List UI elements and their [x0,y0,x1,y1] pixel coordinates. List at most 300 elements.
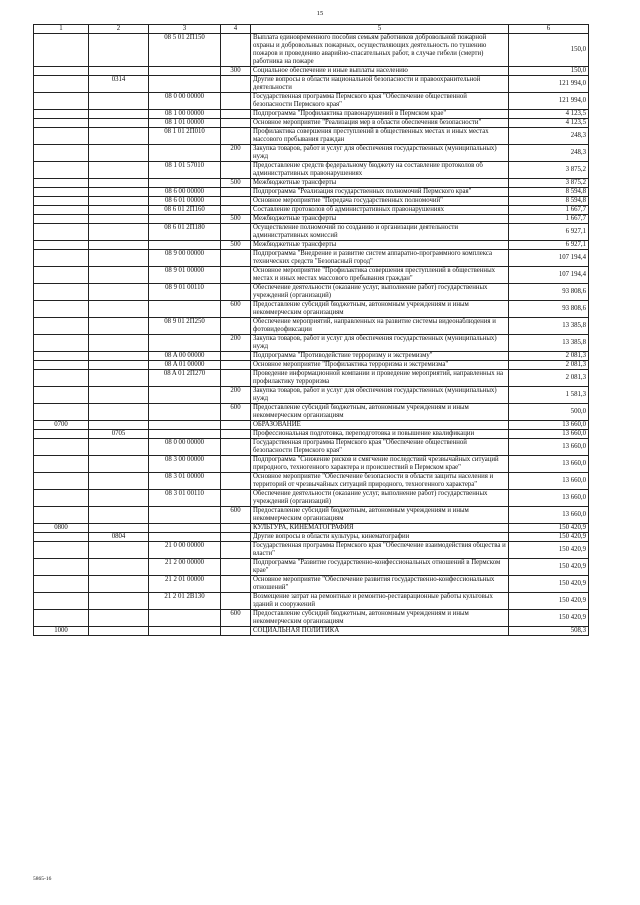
expense-type-cell [221,439,251,456]
expense-type-cell: 200 [221,145,251,162]
table-row [34,524,589,533]
description-cell: Основное мероприятие "Профилактика терроризма и экстремизма" [251,361,509,370]
table-row [34,250,589,267]
target-article-cell: 08 9 00 00000 [149,250,221,267]
subsection-code-cell [89,361,149,370]
table-row [34,473,589,490]
description-cell: СОЦИАЛЬНАЯ ПОЛИТИКА [251,627,509,636]
column-header: 2 [89,25,149,34]
amount-cell: 2 081,3 [509,361,589,370]
subsection-code-cell [89,439,149,456]
table-row [34,224,589,241]
description-cell: Обеспечение деятельности (оказание услуг, выполнение работ) государственных учреждений (организаций) [251,284,509,301]
description-cell: Выплата единовременного пособия семьям работников добровольной пожарной охраны и добровольных пожарных, осуществляющих деятельность по тушению пожаров и проведению аварийно-спасательных работ, в случае гибели (смерти) работника на пожаре [251,34,509,67]
amount-cell: 13 660,0 [509,507,589,524]
description-cell: Подпрограмма "Развитие государственно-конфессиональных отношений в Пермском крае" [251,559,509,576]
target-article-cell [149,335,221,352]
subsection-code-cell [89,627,149,636]
subsection-code-cell [89,542,149,559]
description-cell: Профилактика совершения преступлений в общественных местах и иных местах массового пребывания граждан [251,128,509,145]
section-code-cell [34,250,89,267]
amount-cell: 150 420,9 [509,576,589,593]
description-cell: Подпрограмма "Внедрение и развитие систем аппаратно-программного комплекса технических средств "Безопасный город" [251,250,509,267]
description-cell: Предоставление субсидий бюджетным, автономным учреждениям и иным некоммерческим организациям [251,301,509,318]
target-article-cell [149,179,221,188]
description-cell: Другие вопросы в области культуры, кинематографии [251,533,509,542]
description-cell: Осуществление полномочий по созданию и организации деятельности административных комиссий [251,224,509,241]
table-row [34,610,589,627]
section-code-cell [34,361,89,370]
section-code-cell [34,473,89,490]
target-article-cell: 08 9 01 2П250 [149,318,221,335]
target-article-cell [149,610,221,627]
target-article-cell [149,145,221,162]
table-row [34,439,589,456]
target-article-cell: 21 2 01 2В130 [149,593,221,610]
amount-cell: 93 808,6 [509,301,589,318]
subsection-code-cell: 0314 [89,76,149,93]
amount-cell: 13 660,0 [509,456,589,473]
section-code-cell [34,490,89,507]
table-row [34,404,589,421]
table-row [34,542,589,559]
table-row [34,67,589,76]
amount-cell: 248,3 [509,145,589,162]
amount-cell: 13 660,0 [509,439,589,456]
target-article-cell: 08 1 00 00000 [149,110,221,119]
subsection-code-cell [89,250,149,267]
section-code-cell: 0800 [34,524,89,533]
expense-type-cell: 300 [221,67,251,76]
table-row [34,301,589,318]
expense-type-cell: 600 [221,610,251,627]
description-cell: Межбюджетные трансферты [251,179,509,188]
subsection-code-cell [89,128,149,145]
expense-type-cell: 500 [221,215,251,224]
section-code-cell: 1000 [34,627,89,636]
subsection-code-cell [89,145,149,162]
section-code-cell [34,197,89,206]
column-header: 3 [149,25,221,34]
description-cell: Социальное обеспечение и иные выплаты населению [251,67,509,76]
expense-type-cell [221,110,251,119]
expense-type-cell: 600 [221,507,251,524]
description-cell: Закупка товаров, работ и услуг для обеспечения государственных (муниципальных) нужд [251,387,509,404]
subsection-code-cell [89,318,149,335]
subsection-code-cell [89,456,149,473]
amount-cell: 4 123,5 [509,110,589,119]
subsection-code-cell [89,387,149,404]
table-row [34,576,589,593]
subsection-code-cell [89,524,149,533]
target-article-cell: 08 A 01 2П270 [149,370,221,387]
description-cell: Подпрограмма "Профилактика правонарушений в Пермском крае" [251,110,509,119]
target-article-cell [149,430,221,439]
amount-cell: 2 081,3 [509,352,589,361]
expense-type-cell [221,34,251,67]
subsection-code-cell [89,507,149,524]
expense-type-cell [221,267,251,284]
section-code-cell [34,404,89,421]
target-article-cell: 08 3 01 00000 [149,473,221,490]
section-code-cell: 0700 [34,421,89,430]
amount-cell: 8 594,8 [509,188,589,197]
table-row [34,507,589,524]
amount-cell: 248,3 [509,128,589,145]
expense-type-cell [221,370,251,387]
section-code-cell [34,241,89,250]
description-cell: Проведение информационной компании и проведение мероприятий, направленных на профилактику терроризма [251,370,509,387]
section-code-cell [34,76,89,93]
subsection-code-cell [89,119,149,128]
section-code-cell [34,188,89,197]
section-code-cell [34,352,89,361]
section-code-cell [34,301,89,318]
description-cell: Межбюджетные трансферты [251,215,509,224]
target-article-cell [149,301,221,318]
expense-type-cell [221,542,251,559]
table-row [34,352,589,361]
section-code-cell [34,179,89,188]
section-code-cell [34,267,89,284]
amount-cell: 4 123,5 [509,119,589,128]
expense-type-cell [221,119,251,128]
expense-type-cell [221,430,251,439]
subsection-code-cell [89,162,149,179]
target-article-cell: 21 2 00 00000 [149,559,221,576]
target-article-cell: 08 6 00 00000 [149,188,221,197]
description-cell: Государственная программа Пермского края "Обеспечение общественной безопасности Пермского края" [251,93,509,110]
section-code-cell [34,456,89,473]
target-article-cell: 08 6 01 2П180 [149,224,221,241]
target-article-cell [149,507,221,524]
amount-cell: 150 420,9 [509,524,589,533]
table-row [34,197,589,206]
subsection-code-cell [89,559,149,576]
amount-cell: 121 994,0 [509,93,589,110]
description-cell: ОБРАЗОВАНИЕ [251,421,509,430]
amount-cell: 13 385,8 [509,335,589,352]
target-article-cell: 08 1 01 57010 [149,162,221,179]
column-header: 4 [221,25,251,34]
amount-cell: 13 385,8 [509,318,589,335]
amount-cell: 150 420,9 [509,542,589,559]
description-cell: Основное мероприятие "Обеспечение развития государственно-конфессиональных отношений" [251,576,509,593]
amount-cell: 3 875,2 [509,162,589,179]
target-article-cell: 08 3 00 00000 [149,456,221,473]
page-number: 15 [316,10,324,17]
expense-type-cell [221,352,251,361]
table-row [34,559,589,576]
description-cell: Закупка товаров, работ и услуг для обеспечения государственных (муниципальных) нужд [251,335,509,352]
subsection-code-cell [89,93,149,110]
table-row [34,93,589,110]
description-cell: Закупка товаров, работ и услуг для обеспечения государственных (муниципальных) нужд [251,145,509,162]
subsection-code-cell [89,301,149,318]
section-code-cell [34,119,89,128]
target-article-cell [149,404,221,421]
expense-type-cell [221,593,251,610]
table-row [34,179,589,188]
table-row [34,533,589,542]
description-cell: Предоставление средств федеральному бюджету на составление протоколов об административных правонарушениях [251,162,509,179]
target-article-cell: 08 5 01 2П150 [149,34,221,67]
amount-cell: 150 420,9 [509,533,589,542]
expense-type-cell [221,490,251,507]
document-code: 5865-16 [33,876,52,882]
target-article-cell [149,524,221,533]
expense-type-cell: 500 [221,179,251,188]
target-article-cell [149,215,221,224]
section-code-cell [34,34,89,67]
expense-type-cell: 200 [221,387,251,404]
table-row [34,370,589,387]
amount-cell: 2 081,3 [509,370,589,387]
target-article-cell [149,67,221,76]
description-cell: Обеспечение мероприятий, направленных на развитие системы видеонаблюдения и фотовидеофиксации [251,318,509,335]
subsection-code-cell [89,215,149,224]
subsection-code-cell: 0804 [89,533,149,542]
subsection-code-cell [89,473,149,490]
amount-cell: 13 660,0 [509,473,589,490]
expense-type-cell [221,576,251,593]
target-article-cell: 08 0 00 00000 [149,439,221,456]
subsection-code-cell [89,206,149,215]
section-code-cell [34,128,89,145]
amount-cell: 13 660,0 [509,421,589,430]
section-code-cell [34,593,89,610]
table-row [34,421,589,430]
expense-type-cell: 600 [221,301,251,318]
subsection-code-cell [89,593,149,610]
target-article-cell [149,387,221,404]
expense-type-cell [221,188,251,197]
table-row [34,76,589,93]
expense-type-cell [221,421,251,430]
description-cell: Предоставление субсидий бюджетным, автономным учреждениям и иным некоммерческим организациям [251,507,509,524]
expense-type-cell [221,197,251,206]
target-article-cell: 08 A 00 00000 [149,352,221,361]
target-article-cell [149,533,221,542]
subsection-code-cell [89,404,149,421]
table-row [34,128,589,145]
amount-cell: 1 667,7 [509,206,589,215]
section-code-cell [34,370,89,387]
section-code-cell [34,533,89,542]
amount-cell: 6 927,1 [509,241,589,250]
description-cell: Государственная программа Пермского края "Обеспечение взаимодействия общества и власти" [251,542,509,559]
expense-type-cell [221,456,251,473]
target-article-cell: 08 0 00 00000 [149,93,221,110]
subsection-code-cell: 0705 [89,430,149,439]
target-article-cell: 08 A 01 00000 [149,361,221,370]
subsection-code-cell [89,224,149,241]
target-article-cell: 21 2 01 00000 [149,576,221,593]
description-cell: Подпрограмма "Противодействие терроризму и экстремизму" [251,352,509,361]
table-row [34,206,589,215]
subsection-code-cell [89,576,149,593]
amount-cell: 150,0 [509,67,589,76]
section-code-cell [34,67,89,76]
amount-cell: 8 594,8 [509,197,589,206]
subsection-code-cell [89,34,149,67]
expense-type-cell [221,284,251,301]
target-article-cell [149,421,221,430]
amount-cell: 150 420,9 [509,593,589,610]
subsection-code-cell [89,110,149,119]
table-row [34,456,589,473]
expense-type-cell [221,76,251,93]
description-cell: КУЛЬТУРА, КИНЕМАТОГРАФИЯ [251,524,509,533]
expense-type-cell: 600 [221,404,251,421]
description-cell: Основное мероприятие "Передача государственных полномочий" [251,197,509,206]
expense-type-cell [221,162,251,179]
target-article-cell: 08 6 01 2П160 [149,206,221,215]
column-header: 1 [34,25,89,34]
section-code-cell [34,387,89,404]
expense-type-cell: 200 [221,335,251,352]
table-row [34,188,589,197]
table-row [34,215,589,224]
table-row [34,387,589,404]
expense-type-cell [221,627,251,636]
target-article-cell: 08 1 01 00000 [149,119,221,128]
column-header: 5 [251,25,509,34]
expense-type-cell [221,533,251,542]
expense-type-cell [221,473,251,490]
description-cell: Основное мероприятие "Профилактика совершения преступлений в общественных местах и иных местах массового пребывания граждан" [251,267,509,284]
section-code-cell [34,284,89,301]
target-article-cell: 08 9 01 00000 [149,267,221,284]
subsection-code-cell [89,179,149,188]
table-row [34,162,589,179]
amount-cell: 107 194,4 [509,250,589,267]
table-row [34,267,589,284]
description-cell: Предоставление субсидий бюджетным, автономным учреждениям и иным некоммерческим организациям [251,610,509,627]
subsection-code-cell [89,421,149,430]
amount-cell: 6 927,1 [509,224,589,241]
description-cell: Обеспечение деятельности (оказание услуг, выполнение работ) государственных учреждений (организаций) [251,490,509,507]
table-row [34,318,589,335]
table-row [34,119,589,128]
section-code-cell [34,507,89,524]
expense-type-cell: 500 [221,241,251,250]
description-cell: Межбюджетные трансферты [251,241,509,250]
amount-cell: 13 660,0 [509,490,589,507]
section-code-cell [34,224,89,241]
amount-cell: 150,0 [509,34,589,67]
table-row [34,593,589,610]
section-code-cell [34,542,89,559]
subsection-code-cell [89,370,149,387]
target-article-cell [149,241,221,250]
target-article-cell: 08 9 01 00110 [149,284,221,301]
table-row [34,284,589,301]
amount-cell: 13 660,0 [509,430,589,439]
section-code-cell [34,559,89,576]
table-row [34,335,589,352]
section-code-cell [34,318,89,335]
subsection-code-cell [89,67,149,76]
expense-type-cell [221,224,251,241]
expense-type-cell [221,206,251,215]
table-row [34,110,589,119]
amount-cell: 500,0 [509,404,589,421]
target-article-cell: 21 0 00 00000 [149,542,221,559]
subsection-code-cell [89,610,149,627]
expense-type-cell [221,250,251,267]
target-article-cell [149,627,221,636]
description-cell: Подпрограмма "Реализация государственных полномочий Пермского края" [251,188,509,197]
section-code-cell [34,93,89,110]
subsection-code-cell [89,197,149,206]
section-code-cell [34,610,89,627]
expense-type-cell [221,128,251,145]
amount-cell: 1 667,7 [509,215,589,224]
description-cell: Подпрограмма "Снижение рисков и смягчение последствий чрезвычайных ситуаций природного, техногенного характера и происшествий в Пермском крае" [251,456,509,473]
amount-cell: 508,3 [509,627,589,636]
description-cell: Основное мероприятие "Реализация мер в области обеспечения безопасности" [251,119,509,128]
expense-type-cell [221,524,251,533]
section-code-cell [34,439,89,456]
description-cell: Государственная программа Пермского края "Обеспечение общественной безопасности Пермского края" [251,439,509,456]
amount-cell: 150 420,9 [509,610,589,627]
section-code-cell [34,162,89,179]
section-code-cell [34,206,89,215]
table-row [34,34,589,67]
budget-table [33,24,589,636]
section-code-cell [34,335,89,352]
header-row [34,25,589,34]
subsection-code-cell [89,490,149,507]
description-cell: Профессиональная подготовка, переподготовка и повышение квалификации [251,430,509,439]
table-row [34,241,589,250]
expense-type-cell [221,93,251,110]
description-cell: Основное мероприятие "Обеспечение безопасности в области защиты населения и территорий от чрезвычайных ситуаций природного, техногенного характера" [251,473,509,490]
amount-cell: 107 194,4 [509,267,589,284]
target-article-cell: 08 3 01 00110 [149,490,221,507]
section-code-cell [34,145,89,162]
target-article-cell: 08 1 01 2П010 [149,128,221,145]
expense-type-cell [221,318,251,335]
amount-cell: 150 420,9 [509,559,589,576]
table-row [34,627,589,636]
subsection-code-cell [89,335,149,352]
table-row [34,490,589,507]
amount-cell: 121 994,0 [509,76,589,93]
table-row [34,361,589,370]
description-cell: Составление протоколов об административных правонарушениях [251,206,509,215]
description-cell: Другие вопросы в области национальной безопасности и правоохранительной деятельности [251,76,509,93]
subsection-code-cell [89,188,149,197]
amount-cell: 93 808,6 [509,284,589,301]
section-code-cell [34,576,89,593]
amount-cell: 3 875,2 [509,179,589,188]
subsection-code-cell [89,267,149,284]
table-row [34,430,589,439]
section-code-cell [34,110,89,119]
subsection-code-cell [89,241,149,250]
description-cell: Возмещение затрат на ремонтные и ремонтно-реставрационные работы культовых зданий и сооружений [251,593,509,610]
section-code-cell [34,215,89,224]
target-article-cell [149,76,221,93]
amount-cell: 1 581,3 [509,387,589,404]
expense-type-cell [221,559,251,576]
subsection-code-cell [89,284,149,301]
section-code-cell [34,430,89,439]
subsection-code-cell [89,352,149,361]
description-cell: Предоставление субсидий бюджетным, автономным учреждениям и иным некоммерческим организациям [251,404,509,421]
